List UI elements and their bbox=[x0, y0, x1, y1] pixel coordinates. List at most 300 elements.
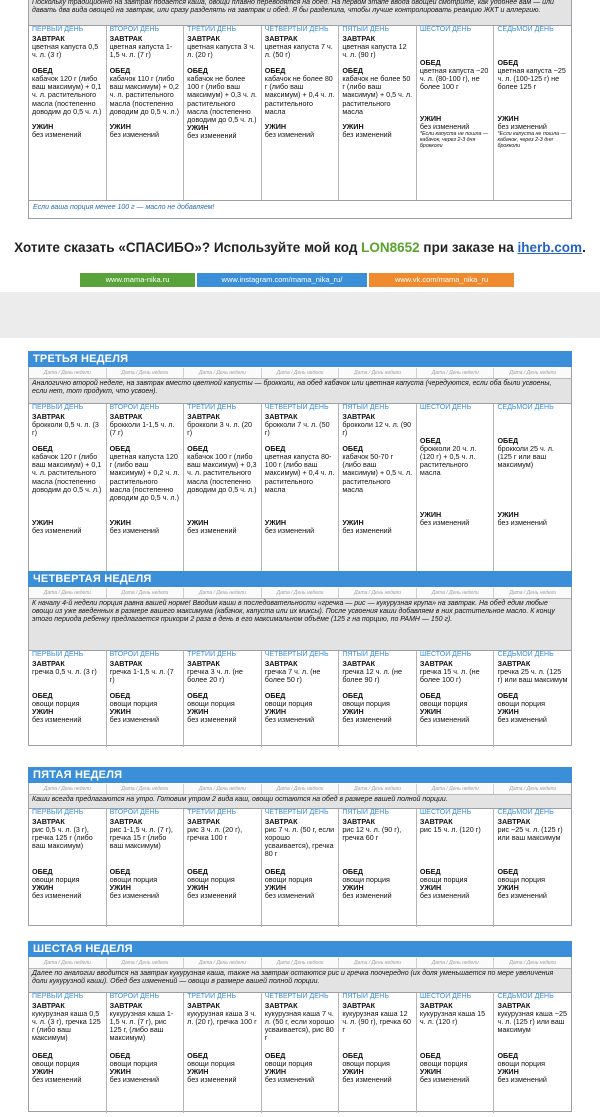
breakfast-value: цветная капуста 1-1,5 ч. л. (7 г) bbox=[109, 42, 173, 60]
day-column bbox=[494, 809, 571, 927]
dinner-label: УЖИН bbox=[342, 1067, 364, 1077]
day-label: СЕДЬМОЙ ДЕНЬ bbox=[497, 809, 554, 816]
breakfast-label: ЗАВТРАК bbox=[32, 659, 65, 669]
day-column bbox=[262, 26, 340, 200]
breakfast-value: брокколи 3 ч. л. (20 г) bbox=[187, 420, 252, 438]
lunch-value: овощи порция bbox=[342, 1059, 390, 1069]
lunch-label: ОБЕД bbox=[342, 1051, 363, 1061]
lunch-value: кабачок не более 80 г (либо ваш максимум) + 0,4 ч. л. растительного масла bbox=[264, 74, 335, 116]
lunch-value: брокколи 25 ч. л. (125 г или ваш максимум) bbox=[497, 444, 554, 470]
dinner-label: УЖИН bbox=[342, 707, 364, 717]
breakfast-value: гречка 7 ч. л. (не более 50 г) bbox=[264, 667, 321, 685]
lunch-label: ОБЕД bbox=[109, 444, 131, 454]
dinner-value: без изменений bbox=[497, 122, 547, 132]
dinner-value: без изменений bbox=[497, 715, 547, 725]
date-field[interactable]: Дата / День недели bbox=[417, 784, 495, 794]
date-field[interactable]: Дата / День недели bbox=[184, 784, 262, 794]
lunch-label: ОБЕД bbox=[187, 66, 208, 76]
site-link-label: www.mama-nika.ru bbox=[105, 275, 170, 284]
breakfast-value: брокколи 0,5 ч. л. (3 г) bbox=[32, 420, 99, 438]
lunch-value: овощи порция bbox=[32, 699, 80, 709]
lunch-label: ОБЕД bbox=[32, 867, 53, 877]
breakfast-value bbox=[420, 413, 491, 437]
day-column bbox=[29, 651, 107, 747]
day-column bbox=[339, 993, 417, 1113]
dinner-value: без изменений bbox=[187, 1075, 237, 1085]
week-table bbox=[28, 351, 572, 586]
day-column bbox=[107, 809, 185, 927]
breakfast-label: ЗАВТРАК bbox=[264, 817, 298, 827]
day-columns bbox=[29, 651, 571, 747]
lunch-label: ОБЕД bbox=[187, 1051, 208, 1061]
lunch-label: ОБЕД bbox=[419, 436, 441, 446]
dinner-value: без изменений bbox=[497, 1075, 547, 1085]
dinner-value: без изменений bbox=[109, 715, 159, 725]
lunch-label: ОБЕД bbox=[419, 1051, 441, 1061]
page-top bbox=[0, 0, 600, 292]
dinner-value: без изменений bbox=[342, 1075, 392, 1085]
dinner-label: УЖИН bbox=[187, 707, 209, 717]
date-field[interactable]: Дата / День недели bbox=[509, 786, 557, 792]
date-field[interactable]: Дата / День недели bbox=[509, 590, 557, 596]
breakfast-value: кукурузная каша 7 ч. л. (50 г, если хорошо усваивается), рис 80 г bbox=[264, 1009, 335, 1043]
day-label: ПЕРВЫЙ ДЕНЬ bbox=[32, 809, 84, 816]
date-field[interactable]: Дата / День недели bbox=[417, 588, 495, 598]
dinner-label: УЖИН bbox=[109, 883, 131, 893]
lunch-label: ОБЕД bbox=[109, 691, 131, 701]
date-field[interactable]: Дата / День недели bbox=[29, 784, 107, 794]
date-field[interactable]: Дата / День недели bbox=[262, 588, 340, 598]
date-field[interactable]: Дата / День недели bbox=[339, 588, 417, 598]
dinner-label: УЖИН bbox=[32, 122, 54, 132]
lunch-label: ОБЕД bbox=[342, 691, 363, 701]
day-label: СЕДЬМОЙ ДЕНЬ bbox=[497, 26, 554, 33]
day-label: ЧЕТВЕРТЫЙ ДЕНЬ bbox=[264, 651, 329, 658]
breakfast-value: цветная капуста 3 ч. л. (20 г) bbox=[187, 42, 256, 60]
dinner-label: УЖИН bbox=[419, 883, 442, 893]
week-intro: Поскольку традиционно на завтрак подается каша, овощи плавно переводятся на обед. На первом этапе ввода овощей смотрите, как удобнее вам — или давать два вида овощей на завтрак, или сразу разделять на завтрак и обед. Я бы разделила, чтобы лучше контролировать реакцию ЖКТ и аллергию. bbox=[29, 0, 571, 26]
dinner-label: УЖИН bbox=[419, 707, 442, 717]
page-bottom bbox=[0, 338, 600, 1117]
dinner-value: без изменений bbox=[497, 518, 547, 528]
lunch-label: ОБЕД bbox=[264, 1051, 286, 1061]
lunch-value: цветная капуста ~20 ч. л. (80-100 г), не более 100 г bbox=[419, 66, 489, 92]
promo-line bbox=[0, 240, 600, 255]
lunch-value: брокколи 20 ч. л. (120 г) + 0,5 ч. л. растительного масла bbox=[419, 444, 477, 478]
week-table bbox=[28, 941, 572, 1112]
lunch-value: овощи порция bbox=[264, 699, 313, 709]
lunch-value: кабачок 110 г (либо ваш максимум) + 0,2 ч. л. растительного масла (постепенно доводим до 0,5 ч. л.) bbox=[109, 74, 179, 116]
lunch-value: овощи порция bbox=[187, 1059, 235, 1069]
lunch-value: овощи порция bbox=[109, 699, 158, 709]
breakfast-label: ЗАВТРАК bbox=[187, 1001, 220, 1011]
breakfast-value: кукурузная каша 15 ч. л. (120 г) bbox=[419, 1009, 486, 1027]
day-label: ПЕРВЫЙ ДЕНЬ bbox=[32, 404, 84, 411]
lunch-value: овощи порция bbox=[32, 1059, 80, 1069]
day-label: ШЕСТОЙ ДЕНЬ bbox=[419, 651, 472, 658]
day-column bbox=[184, 404, 262, 587]
breakfast-label: ЗАВТРАК bbox=[342, 817, 376, 827]
date-field[interactable]: Дата / День недели bbox=[107, 588, 185, 598]
lunch-value: овощи порция bbox=[419, 1059, 468, 1069]
lunch-label: ОБЕД bbox=[109, 1051, 131, 1061]
date-field[interactable]: Дата / День недели bbox=[262, 958, 340, 968]
day-label: ШЕСТОЙ ДЕНЬ bbox=[419, 993, 472, 1000]
lunch-value: овощи порция bbox=[342, 699, 390, 709]
lunch-value: кабачок не более 50 г (либо ваш максимум) + 0,5 ч. л. растительного масла bbox=[342, 74, 413, 116]
promo-dot: . bbox=[582, 240, 586, 255]
lunch-label: ОБЕД bbox=[497, 691, 519, 701]
lunch-value: овощи порция bbox=[419, 875, 468, 885]
day-label: ПЯТЫЙ ДЕНЬ bbox=[342, 809, 389, 816]
day-column bbox=[262, 993, 340, 1113]
breakfast-value: гречка 1-1,5 ч. л. (7 г) bbox=[109, 667, 174, 685]
lunch-value: овощи порция bbox=[187, 875, 235, 885]
breakfast-value: цветная капуста 7 ч. л. (50 г) bbox=[264, 42, 333, 60]
instagram-link-label: www.instagram.com/mama_nika_ru/ bbox=[221, 275, 343, 284]
dinner-label: УЖИН bbox=[264, 122, 287, 132]
breakfast-value: рис 12 ч. л. (90 г), гречка 60 г bbox=[342, 825, 402, 843]
day-label: ВТОРОЙ ДЕНЬ bbox=[109, 26, 160, 33]
lunch-label: ОБЕД bbox=[497, 867, 519, 877]
lunch-value: кабачок 120 г (либо ваш максимум) + 0,1 ч. л. растительного масла (постепенно доводим до 0,5 ч. л.) bbox=[32, 74, 102, 116]
day-column bbox=[184, 651, 262, 747]
lunch-label: ОБЕД bbox=[187, 444, 208, 454]
lunch-label: ОБЕД bbox=[109, 66, 131, 76]
day-label: ТРЕТИЙ ДЕНЬ bbox=[187, 26, 237, 33]
breakfast-value: цветная капуста 0,5 ч. л. (3 г) bbox=[32, 42, 99, 60]
lunch-value: овощи порция bbox=[109, 875, 158, 885]
lunch-label: ОБЕД bbox=[497, 1051, 519, 1061]
breakfast-label: ЗАВТРАК bbox=[497, 1001, 531, 1011]
day-column bbox=[339, 404, 417, 587]
date-field[interactable]: Дата / День недели bbox=[339, 784, 417, 794]
dinner-label: УЖИН bbox=[32, 883, 54, 893]
day-label: ВТОРОЙ ДЕНЬ bbox=[109, 809, 160, 816]
day-column bbox=[417, 404, 495, 587]
week-table bbox=[28, 571, 572, 746]
lunch-label: ОБЕД bbox=[264, 444, 286, 454]
lunch-label: ОБЕД bbox=[264, 66, 286, 76]
day-column bbox=[417, 651, 495, 747]
lunch-label: ОБЕД bbox=[187, 691, 208, 701]
date-row bbox=[29, 588, 571, 599]
vk-link[interactable] bbox=[369, 273, 514, 287]
breakfast-value: кукурузная каша 12 ч. л. (90 г), гречка 60 г bbox=[342, 1009, 412, 1035]
dinner-label: УЖИН bbox=[187, 518, 209, 528]
lunch-value: овощи порция bbox=[342, 875, 390, 885]
day-label: ЧЕТВЕРТЫЙ ДЕНЬ bbox=[264, 26, 329, 33]
dinner-value: без изменений bbox=[419, 122, 470, 132]
breakfast-value: рис ~25 ч. л. (125 г) или ваш максимум bbox=[497, 825, 563, 843]
date-row bbox=[29, 784, 571, 795]
day-column bbox=[262, 404, 340, 587]
lunch-label: ОБЕД bbox=[497, 436, 519, 446]
day-column bbox=[107, 404, 185, 587]
lunch-label: ОБЕД bbox=[419, 58, 441, 68]
lunch-label: ОБЕД bbox=[32, 444, 53, 454]
instagram-link[interactable] bbox=[197, 273, 367, 287]
lunch-value: овощи порция bbox=[109, 1059, 158, 1069]
date-field[interactable]: Дата / День недели bbox=[509, 370, 557, 376]
dinner-label: УЖИН bbox=[109, 122, 131, 132]
dinner-label: УЖИН bbox=[187, 1067, 209, 1077]
day-label: ШЕСТОЙ ДЕНЬ bbox=[419, 26, 472, 33]
lunch-value: кабачок 120 г (либо ваш максимум) + 0,1 ч. л. растительного масла (постепенно доводим до 0,5 ч. л.) bbox=[32, 452, 102, 494]
day-label: ТРЕТИЙ ДЕНЬ bbox=[187, 404, 237, 411]
breakfast-value bbox=[497, 413, 568, 437]
day-label: ТРЕТИЙ ДЕНЬ bbox=[187, 809, 237, 816]
day-label: ВТОРОЙ ДЕНЬ bbox=[109, 993, 160, 1000]
dinner-label: УЖИН bbox=[109, 518, 131, 528]
lunch-value: цветная капуста 120 г (либо ваш максимум) + 0,2 ч. л. растительного масла (постепенно доводим до 0,5 ч. л.) bbox=[109, 452, 180, 502]
date-field[interactable]: Дата / День недели bbox=[184, 588, 262, 598]
dinner-label: УЖИН bbox=[419, 1067, 442, 1077]
dinner-value: без изменений bbox=[32, 1075, 82, 1085]
day-column bbox=[29, 809, 107, 927]
breakfast-value: рис 3 ч. л. (20 г), гречка 100 г bbox=[187, 825, 243, 843]
dinner-value: без изменений bbox=[109, 526, 159, 536]
dinner-value: без изменений bbox=[264, 891, 315, 901]
breakfast-label: ЗАВТРАК bbox=[342, 34, 376, 44]
dinner-label: УЖИН bbox=[342, 122, 364, 132]
social-links bbox=[80, 273, 514, 287]
day-label: ПЯТЫЙ ДЕНЬ bbox=[342, 26, 389, 33]
dinner-value: без изменений bbox=[264, 1075, 315, 1085]
day-label: ПЕРВЫЙ ДЕНЬ bbox=[32, 26, 84, 33]
day-columns bbox=[29, 26, 571, 201]
breakfast-label: ЗАВТРАК bbox=[264, 1001, 298, 1011]
date-field[interactable]: Дата / День недели bbox=[509, 960, 557, 966]
page-separator bbox=[0, 292, 600, 338]
day-label: ШЕСТОЙ ДЕНЬ bbox=[419, 809, 472, 816]
day-label: ЧЕТВЕРТЫЙ ДЕНЬ bbox=[264, 993, 329, 1000]
date-field[interactable]: Дата / День недели bbox=[184, 958, 262, 968]
day-column bbox=[262, 809, 340, 927]
breakfast-label: ЗАВТРАК bbox=[109, 659, 143, 669]
breakfast-label: ЗАВТРАК bbox=[109, 412, 143, 422]
dinner-label: УЖИН bbox=[342, 883, 364, 893]
lunch-value: овощи порция bbox=[187, 699, 235, 709]
day-label: ЧЕТВЕРТЫЙ ДЕНЬ bbox=[264, 404, 329, 411]
footnote: *Если капуста не пошла — кабачок, через 2-3 дня брокколи bbox=[497, 131, 566, 149]
day-label: ПЯТЫЙ ДЕНЬ bbox=[342, 404, 389, 411]
week-intro: К началу 4-й недели порция равна вашей норме! Вводим каши в последовательности «гречка — рис — кукурузная крупа» на завтрак. На обед едим любые овощи из уже введенных в размере вашего максимума (кабачок, капуста или их миксы). После усвоения каши добавляем в них растительное масло. К концу этого периода ребенку предлагается прикорм 2 раза в день в его максимальном объёме (125 г на порцию, по РАМН — 150 г). bbox=[29, 599, 571, 651]
lunch-value: овощи порция bbox=[497, 1059, 546, 1069]
week-title: ЧЕТВЕРТАЯ НЕДЕЛЯ bbox=[28, 571, 572, 587]
lunch-label: ОБЕД bbox=[264, 691, 286, 701]
dinner-value: без изменений bbox=[187, 715, 237, 725]
site-link[interactable] bbox=[80, 273, 195, 287]
day-column bbox=[494, 404, 571, 587]
lunch-label: ОБЕД bbox=[342, 66, 363, 76]
week-title: ПЯТАЯ НЕДЕЛЯ bbox=[28, 767, 572, 783]
day-label: СЕДЬМОЙ ДЕНЬ bbox=[497, 404, 554, 411]
dinner-label: УЖИН bbox=[109, 1067, 131, 1077]
dinner-value: без изменений bbox=[109, 891, 159, 901]
day-label: ТРЕТИЙ ДЕНЬ bbox=[187, 651, 237, 658]
breakfast-label: ЗАВТРАК bbox=[419, 1001, 453, 1011]
dinner-label: УЖИН bbox=[497, 707, 519, 717]
day-column bbox=[29, 993, 107, 1113]
day-label: ТРЕТИЙ ДЕНЬ bbox=[187, 993, 237, 1000]
dinner-value: без изменений bbox=[419, 715, 470, 725]
lunch-label: ОБЕД bbox=[32, 691, 53, 701]
breakfast-value: брокколи 1-1,5 ч. л. (7 г) bbox=[109, 420, 175, 438]
lunch-value: овощи порция bbox=[419, 699, 468, 709]
dinner-value: без изменений bbox=[187, 891, 237, 901]
dinner-label: УЖИН bbox=[264, 518, 287, 528]
day-column bbox=[29, 404, 107, 587]
date-field[interactable]: Дата / День недели bbox=[107, 784, 185, 794]
day-label: СЕДЬМОЙ ДЕНЬ bbox=[497, 651, 554, 658]
lunch-label: ОБЕД bbox=[109, 867, 131, 877]
breakfast-label: ЗАВТРАК bbox=[32, 1001, 65, 1011]
date-field[interactable]: Дата / День недели bbox=[184, 368, 262, 378]
lunch-value: овощи порция bbox=[32, 875, 80, 885]
date-row bbox=[29, 368, 571, 379]
date-field[interactable]: Дата / День недели bbox=[262, 784, 340, 794]
breakfast-label: ЗАВТРАК bbox=[187, 34, 220, 44]
day-columns bbox=[29, 809, 571, 927]
breakfast-label: ЗАВТРАК bbox=[342, 659, 376, 669]
day-columns bbox=[29, 404, 571, 587]
dinner-value: без изменений bbox=[419, 891, 470, 901]
dinner-value: без изменений bbox=[32, 526, 82, 536]
day-column bbox=[107, 651, 185, 747]
dinner-value: без изменений bbox=[497, 891, 547, 901]
breakfast-label: ЗАВТРАК bbox=[264, 34, 298, 44]
promo-code: LON8652 bbox=[361, 240, 420, 255]
day-label: СЕДЬМОЙ ДЕНЬ bbox=[497, 993, 554, 1000]
day-column bbox=[184, 809, 262, 927]
breakfast-value: кукурузная каша 3 ч. л. (20 г), гречка 100 г bbox=[187, 1009, 257, 1027]
dinner-value: без изменений bbox=[342, 891, 392, 901]
breakfast-value: кукурузная каша 0,5 ч. л. (3 г), гречка 125 г (либо ваш максимум) bbox=[32, 1009, 101, 1043]
dinner-label: УЖИН bbox=[342, 518, 364, 528]
date-field[interactable]: Дата / День недели bbox=[417, 958, 495, 968]
week-two-fragment bbox=[28, 0, 572, 219]
lunch-value: цветная капуста ~25 ч. л. (100-125 г) не более 125 г bbox=[497, 66, 566, 92]
footnote: *Если капуста не пошла — кабачок, через 2-3 дня брокколи bbox=[419, 131, 489, 149]
day-column bbox=[494, 993, 571, 1113]
breakfast-label: ЗАВТРАК bbox=[497, 817, 531, 827]
dinner-value: без изменений bbox=[342, 130, 392, 140]
dinner-value: без изменений bbox=[187, 526, 237, 536]
lunch-label: ОБЕД bbox=[264, 867, 286, 877]
day-column bbox=[339, 651, 417, 747]
dinner-value: без изменений bbox=[419, 1075, 470, 1085]
day-label: ПЯТЫЙ ДЕНЬ bbox=[342, 993, 389, 1000]
day-column bbox=[107, 993, 185, 1113]
breakfast-value: гречка 15 ч. л. (не более 100 г) bbox=[419, 667, 480, 685]
breakfast-value: гречка 0,5 ч. л. (3 г) bbox=[32, 667, 97, 677]
promo-text: Хотите сказать «СПАСИБО»? Используйте мой код bbox=[14, 240, 362, 255]
week-intro: Каши всегда предлагаются на утро. Готовим утром 2 вида каш, овощи остаются на обед в размере вашей полной порции. bbox=[29, 795, 571, 809]
date-field[interactable]: Дата / День недели bbox=[107, 958, 185, 968]
dinner-value: без изменений bbox=[32, 715, 82, 725]
dinner-label: УЖИН bbox=[32, 518, 54, 528]
week-intro: Аналогично второй неделе, на завтрак вместо цветной капусты — брокколи, на обед кабачок или цветная капуста (чередуются, если оба были усвоены, если нет, тот продукт, что усвоен). bbox=[29, 379, 571, 404]
date-field[interactable]: Дата / День недели bbox=[29, 368, 107, 378]
dinner-value: без изменений bbox=[109, 130, 159, 140]
day-column bbox=[339, 809, 417, 927]
date-field[interactable]: Дата / День недели bbox=[29, 588, 107, 598]
dinner-label: УЖИН bbox=[264, 707, 287, 717]
breakfast-value: кукурузная каша 1-1,5 ч. л. (7 г), рис 125 г, (либо ваш максимум) bbox=[109, 1009, 174, 1043]
dinner-label: УЖИН bbox=[497, 883, 519, 893]
dinner-value: без изменений bbox=[342, 526, 392, 536]
dinner-value: без изменений bbox=[264, 130, 315, 140]
dinner-label: УЖИН bbox=[187, 122, 209, 132]
dinner-label: УЖИН bbox=[497, 510, 519, 520]
date-field[interactable]: Дата / День недели bbox=[262, 368, 340, 378]
breakfast-label: ЗАВТРАК bbox=[419, 659, 453, 669]
day-column bbox=[29, 26, 107, 200]
day-label: ПЯТЫЙ ДЕНЬ bbox=[342, 651, 389, 658]
date-row bbox=[29, 958, 571, 969]
day-column bbox=[339, 26, 417, 200]
breakfast-label: ЗАВТРАК bbox=[419, 817, 453, 827]
breakfast-value: брокколи 7 ч. л. (50 г) bbox=[264, 420, 330, 438]
lunch-value: овощи порция bbox=[497, 699, 546, 709]
day-columns bbox=[29, 993, 571, 1113]
dinner-value: без изменений bbox=[187, 130, 237, 140]
breakfast-value bbox=[497, 35, 568, 59]
day-column bbox=[494, 651, 571, 747]
breakfast-label: ЗАВТРАК bbox=[497, 659, 531, 669]
breakfast-label: ЗАВТРАК bbox=[32, 817, 65, 827]
day-label: ВТОРОЙ ДЕНЬ bbox=[109, 404, 160, 411]
lunch-value: овощи порция bbox=[264, 1059, 313, 1069]
lunch-value: овощи порция bbox=[264, 875, 313, 885]
dinner-label: УЖИН bbox=[187, 883, 209, 893]
date-field[interactable]: Дата / День недели bbox=[339, 368, 417, 378]
day-label: ПЕРВЫЙ ДЕНЬ bbox=[32, 993, 84, 1000]
lunch-value: кабачок 50-70 г (либо ваш максимум) + 0,5 ч. л. растительного масла bbox=[342, 452, 413, 494]
date-field[interactable]: Дата / День недели bbox=[417, 368, 495, 378]
dinner-label: УЖИН bbox=[497, 114, 519, 124]
dinner-value: без изменений bbox=[32, 130, 82, 140]
breakfast-value: рис 1-1,5 ч. л. (7 г), гречка 15 г (либо ваш максимум) bbox=[109, 825, 173, 851]
dinner-label: УЖИН bbox=[264, 883, 287, 893]
day-column bbox=[417, 993, 495, 1113]
date-field[interactable]: Дата / День недели bbox=[29, 958, 107, 968]
breakfast-label: ЗАВТРАК bbox=[32, 412, 65, 422]
breakfast-label: ЗАВТРАК bbox=[264, 659, 298, 669]
breakfast-label: ЗАВТРАК bbox=[109, 34, 143, 44]
day-label: ЧЕТВЕРТЫЙ ДЕНЬ bbox=[264, 809, 329, 816]
day-column bbox=[107, 26, 185, 200]
breakfast-value: цветная капуста 12 ч. л. (90 г) bbox=[342, 42, 407, 60]
date-field[interactable]: Дата / День недели bbox=[107, 368, 185, 378]
day-label: ВТОРОЙ ДЕНЬ bbox=[109, 651, 160, 658]
lunch-label: ОБЕД bbox=[32, 1051, 53, 1061]
dinner-value: без изменений bbox=[419, 518, 470, 528]
dinner-value: без изменений bbox=[264, 526, 315, 536]
day-column bbox=[417, 809, 495, 927]
date-field[interactable]: Дата / День недели bbox=[339, 958, 417, 968]
dinner-value: без изменений bbox=[264, 715, 315, 725]
promo-text-2: при заказе на bbox=[419, 240, 518, 255]
breakfast-label: ЗАВТРАК bbox=[342, 1001, 376, 1011]
breakfast-label: ЗАВТРАК bbox=[187, 659, 220, 669]
lunch-label: ОБЕД bbox=[342, 444, 363, 454]
breakfast-value: брокколи 12 ч. л. (90 г) bbox=[342, 420, 412, 438]
lunch-label: ОБЕД bbox=[187, 867, 208, 877]
iherb-link[interactable]: iherb.com bbox=[517, 240, 583, 255]
lunch-value: овощи порция bbox=[497, 875, 546, 885]
